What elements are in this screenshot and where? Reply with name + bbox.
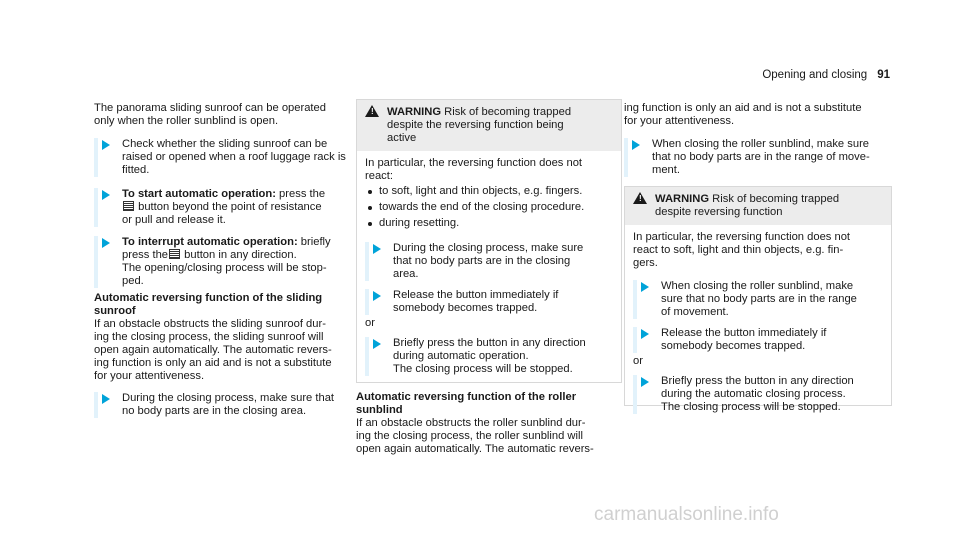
step-text: button beyond the point of resistance — [135, 201, 322, 213]
step-arrow-icon — [102, 394, 110, 404]
paragraph-line: If an obstacle obstructs the roller sunblind dur- — [356, 417, 586, 429]
step-line: The opening/closing process will be stop- — [122, 262, 327, 274]
step-arrow-icon — [102, 190, 110, 200]
instruction-step — [94, 138, 384, 177]
step-line: sure that no body parts are in the range — [661, 293, 857, 305]
step-line: that no body parts are in the closing — [393, 255, 571, 267]
step-line: The closing process will be stopped. — [393, 363, 573, 375]
page-number: 91 — [877, 69, 890, 81]
column-middle-text — [356, 391, 620, 456]
step-line: ped. — [122, 275, 144, 287]
step-arrow-icon — [641, 329, 649, 339]
bullet-item: during resetting. — [365, 217, 613, 230]
bullet-item: to soft, light and thin objects, e.g. fingers. — [365, 185, 613, 198]
paragraph-line: open again automatically. The automatic revers- — [356, 443, 594, 455]
warning-header — [625, 187, 891, 225]
instruction-step — [624, 138, 918, 177]
step-arrow-icon — [373, 244, 381, 254]
section-heading: Automatic reversing function of the roller — [356, 391, 577, 403]
step-line: Release the button immediately if — [393, 289, 559, 301]
or-label: or — [633, 355, 643, 367]
warning-title-line: despite reversing function — [655, 206, 783, 218]
step-text: briefly — [297, 236, 331, 248]
step-arrow-icon — [102, 238, 110, 248]
instruction-step — [633, 327, 883, 353]
watermark: carmanualsonline.info — [594, 504, 779, 525]
step-line: or pull and release it. — [122, 214, 226, 226]
or-label: or — [365, 317, 375, 329]
step-line: during automatic operation. — [393, 350, 529, 362]
step-line: ment. — [652, 164, 680, 176]
warning-text: gers. — [633, 257, 658, 269]
warning-text: In particular, the reversing function does not — [365, 157, 583, 169]
step-line: Release the button immediately if — [661, 327, 827, 339]
section-heading: sunroof — [94, 305, 136, 317]
step-line: that no body parts are in the range of move- — [652, 151, 870, 163]
step-arrow-icon — [373, 291, 381, 301]
step-arrow-icon — [373, 339, 381, 349]
warning-triangle-icon: ! — [365, 105, 379, 117]
instruction-step — [365, 242, 613, 281]
warning-text: react: — [365, 170, 393, 182]
instruction-step — [633, 375, 883, 414]
step-text: button in any direction. — [181, 249, 297, 261]
step-line: The closing process will be stopped. — [661, 401, 841, 413]
sunroof-button-icon — [169, 249, 180, 259]
paragraph-line: ing function is only an aid and is not a substitute — [94, 357, 332, 369]
instruction-step — [365, 337, 613, 376]
step-line: during the automatic closing process. — [661, 388, 846, 400]
warning-title-line: despite the reversing function being — [387, 119, 564, 131]
warning-text: In particular, the reversing function does not — [633, 231, 851, 243]
warning-title-rest: Risk of becoming trapped — [441, 106, 572, 118]
column-right — [624, 102, 890, 128]
intro-line: The panorama sliding sunroof can be operated — [94, 102, 326, 114]
step-arrow-icon — [632, 140, 640, 150]
step-line: Check whether the sliding sunroof can be — [122, 138, 328, 150]
step-arrow-icon — [102, 140, 110, 150]
intro-line: only when the roller sunblind is open. — [94, 115, 279, 127]
step-line: Briefly press the button in any direction — [661, 375, 854, 387]
warning-title: WARNING — [387, 106, 442, 118]
step-line: Briefly press the button in any direction — [393, 337, 586, 349]
paragraph-line: ing the closing process, the sliding sunroof will — [94, 331, 324, 343]
step-arrow-icon — [641, 377, 649, 387]
paragraph-line: open again automatically. The automatic revers- — [94, 344, 332, 356]
step-line: When closing the roller sunblind, make — [661, 280, 854, 292]
section-heading: Automatic reversing function of the sliding — [94, 292, 323, 304]
step-line: When closing the roller sunblind, make sure — [652, 138, 870, 150]
step-line: During the closing process, make sure — [393, 242, 584, 254]
paragraph-line: If an obstacle obstructs the sliding sunroof dur- — [94, 318, 326, 330]
step-line: During the closing process, make sure that — [122, 392, 335, 404]
warning-title-rest: Risk of becoming trapped — [709, 193, 840, 205]
paragraph-line: for your attentiveness. — [94, 370, 205, 382]
sunroof-button-icon — [123, 201, 134, 211]
warning-box — [356, 99, 622, 383]
instruction-step — [94, 236, 384, 288]
bullet-item: towards the end of the closing procedure. — [365, 201, 613, 214]
instruction-step — [365, 289, 613, 315]
step-bold: To interrupt automatic operation: — [122, 236, 298, 248]
section-heading: sunblind — [356, 404, 403, 416]
page-header — [762, 69, 890, 82]
step-bold: To start automatic operation: — [122, 188, 276, 200]
instruction-step — [94, 392, 384, 418]
paragraph-line: ing function is only an aid and is not a substitute — [624, 102, 862, 114]
step-line: fitted. — [122, 164, 150, 176]
step-line: somebody becomes trapped. — [393, 302, 538, 314]
warning-triangle-icon: ! — [633, 192, 647, 204]
warning-title: WARNING — [655, 193, 710, 205]
warning-title-line: active — [387, 132, 417, 144]
instruction-step — [94, 188, 384, 227]
step-line: area. — [393, 268, 419, 280]
warning-text: react to soft, light and thin objects, e.g. fin- — [633, 244, 844, 256]
step-line: no body parts are in the closing area. — [122, 405, 307, 417]
instruction-step — [633, 280, 883, 319]
step-line: raised or opened when a roof luggage rack is — [122, 151, 346, 163]
step-arrow-icon — [641, 282, 649, 292]
warning-header — [357, 100, 621, 151]
step-text: press the — [275, 188, 326, 200]
step-text: press the — [122, 249, 169, 261]
paragraph-line: ing the closing process, the roller sunblind will — [356, 430, 583, 442]
step-line: somebody becomes trapped. — [661, 340, 806, 352]
warning-box — [624, 186, 892, 413]
section-title: Opening and closing — [762, 69, 868, 81]
paragraph-line: for your attentiveness. — [624, 115, 735, 127]
step-line: of movement. — [661, 306, 729, 318]
